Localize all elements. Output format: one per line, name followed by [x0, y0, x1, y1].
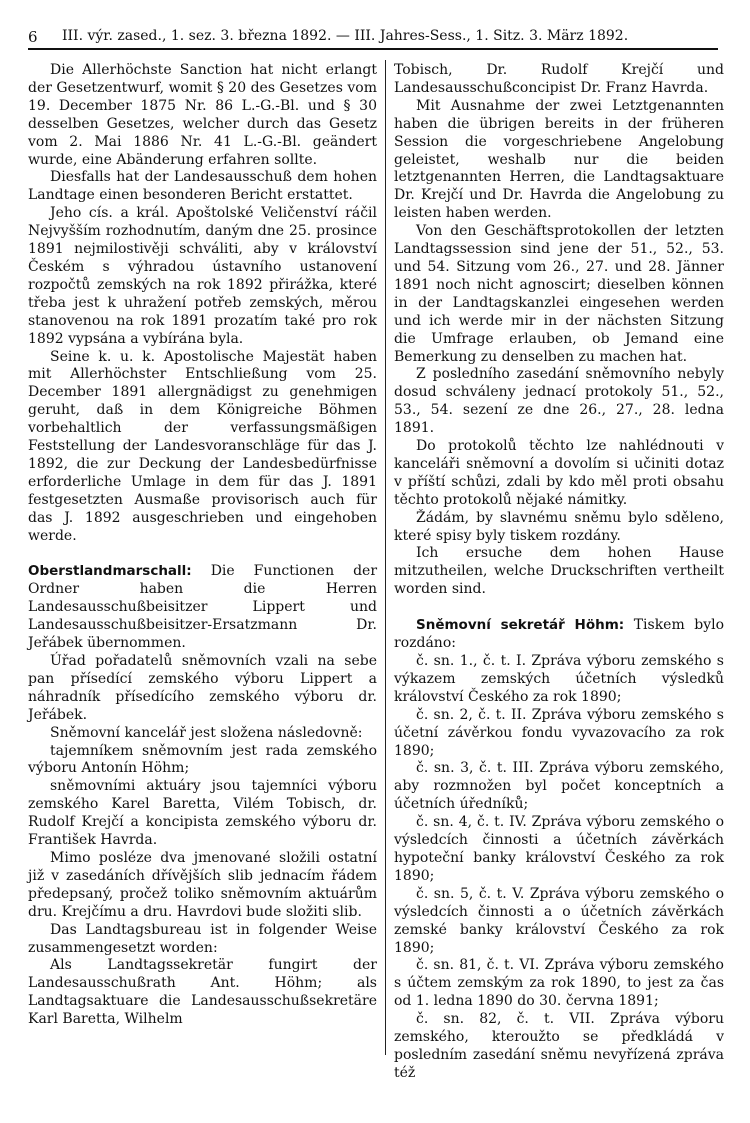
- speaker-name: Oberstlandmarschall:: [28, 563, 192, 580]
- paragraph: Von den Geschäftsprotokollen der letzten Landtagssession sind jene der 51., 52., 53. und 54. Sitzung vom 26., 27. und 28. Jänner 1891 noch nicht agnoscirt; dieselben können in der Landtagskanzlei eingesehen werden und ich werde mir in der nächsten Sitzung die Umfrage erlauben, ob Jemand eine Bemerkung zu denselben zu machen hat.: [394, 223, 724, 365]
- list-item: č. sn. 1., č. t. I. Zpráva výboru zemského s výkazem zemských účetních výsledků království Českého za rok 1890;: [394, 653, 724, 705]
- column-divider: [385, 60, 386, 1055]
- speaker-paragraph: [394, 617, 724, 653]
- list-item: č. sn. 82, č. t. VII. Zpráva výboru zemského, kteroužto se předkládá v posledním zasedání sněmu nevyřízená zpráva též: [394, 1011, 724, 1081]
- paragraph: Do protokolů těchto lze nahlédnouti v kanceláři sněmovní a dovolím si učiniti dotaz v příští schůzi, zdali by kdo měl proti obsahu těchto protokolů nějaké námitky.: [394, 438, 724, 508]
- paragraph: tajemníkem sněmovním jest rada zemského výboru Antonín Höhm;: [28, 742, 377, 777]
- paragraph: Diesfalls hat der Landesausschuß dem hohen Landtage einen besonderen Bericht erstattet.: [28, 169, 377, 204]
- paragraph: Die Allerhöchste Sanction hat nicht erlangt der Gesetzentwurf, womit § 20 des Gesetzes vom 19. December 1875 Nr. 86 L.-G.-Bl. und § 30 desselben Gesetzes, welcher durch das Gesetz vom 2. Mai 1886 Nr. 41 L.-G.-Bl. geändert wurde, eine Abänderung erfahren sollte.: [28, 62, 377, 168]
- paragraph: Sněmovní kancelář jest složena následovně:: [50, 724, 363, 741]
- left-column: [28, 62, 377, 1029]
- speaker-text: Tiskem bylo rozdáno:: [394, 617, 725, 652]
- page-number: 6: [28, 28, 38, 46]
- list-item: č. sn. 4, č. t. IV. Zpráva výboru zemského o výsledcích činnosti a účetních závěrkách hypoteční banky království Českého za rok 1890;: [394, 814, 724, 884]
- paragraph: Ich ersuche dem hohen Hause mitzutheilen, welche Druckschriften vertheilt worden sind.: [394, 545, 724, 598]
- paragraph: Tobisch, Dr. Rudolf Krejčí und Landesausschußconcipist Dr. Franz Havrda.: [394, 62, 724, 96]
- speaker-text: Die Functionen der Ordner haben die Herren Landesausschußbeisitzer Lippert und Landesausschußbeisitzer-Ersatzmann Dr. Jeřábek übernommen.: [28, 563, 378, 652]
- list-item: č. sn. 3, č. t. III. Zpráva výboru zemského, aby rozmnožen byl počet konceptních a účetních úředníků;: [394, 760, 724, 813]
- running-title: III. výr. zased., 1. sez. 3. března 1892. — III. Jahres-Sess., 1. Sitz. 3. März 1892.: [62, 28, 629, 44]
- paragraph: Mit Ausnahme der zwei Letztgenannten haben die übrigen bereits in der früheren Session die vorgeschriebene Angelobung geleistet, weshalb nur die beiden letztgenannten Herren, die Landtagsaktuare Dr. Krejčí und Dr. Havrda die Angelobung zu leisten haben werden.: [394, 97, 724, 222]
- page-header: [28, 28, 718, 50]
- paragraph: sněmovními aktuáry jsou tajemníci výboru zemského Karel Baretta, Vilém Tobisch, dr. Rudolf Krejčí a koncipista zemského výboru dr. František Havrda.: [28, 778, 377, 849]
- speaker-paragraph: [28, 563, 377, 653]
- paragraph: Žádám, by slavnému sněmu bylo sděleno, které spisy byly tiskem rozdány.: [394, 509, 724, 544]
- paragraph: Jeho cís. a král. Apoštolské Veličenství ráčil Nejvyšším rozhodnutím, daným dne 25. prosince 1891 nejmilostivěji schváliti, aby v království Českém s výhradou ústavního ustanovení rozpočtů zemských na rok 1892 přirážka, které třeba jest k uhražení potřeb zemských, měrou stanovenou na rok 1891 prozatím také pro rok 1892 vypsána a vybírána byla.: [28, 205, 377, 347]
- paragraph: Als Landtagssekretär fungirt der Landesausschußrath Ant. Höhm; als Landtagsaktuare die Landesausschußsekretäre Karl Baretta, Wilhelm: [28, 957, 377, 1028]
- list-item: č. sn. 2, č. t. II. Zpráva výboru zemského s účetní závěrkou fondu vyvazovacího za rok 1890;: [394, 706, 724, 759]
- paragraph: Mimo posléze dva jmenované složili ostatní již v zasedáních dřívějších slib jednacím řádem předepsaný, pročež toliko sněmovním aktuárům dru. Krejčímu a dru. Havrdovi bude složiti slib.: [28, 849, 377, 920]
- paragraph: Seine k. u. k. Apostolische Majestät haben mit Allerhöchster Entschließung vom 25. December 1891 allergnädigst zu genehmigen geruht, daß in dem Königreiche Böhmen vorbehaltlich der verfassungsmäßigen Feststellung der Landesvoranschläge für das J. 1892, die zur Deckung der Landesbedürfnisse erforderliche Umlage in dem für das J. 1891 festgesetzten Ausmaße provisorisch auch für das J. 1892 ausgeschrieben und eingehoben werde.: [28, 348, 377, 544]
- paragraph: Das Landtagsbureau ist in folgender Weise zusammengesetzt worden:: [28, 921, 377, 956]
- paragraph: Z posledního zasedání sněmovního nebyly dosud schváleny jednací protokoly 51., 52., 53., 54. sezení ze dne 26., 27., 28. ledna 1891.: [394, 366, 724, 437]
- right-column: [394, 62, 724, 1083]
- list-item: č. sn. 5, č. t. V. Zpráva výboru zemského o výsledcích činnosti a o účetních závěrkách zemské banky království Českého za rok 1890;: [394, 885, 724, 956]
- paragraph: Úřad pořadatelů sněmovních vzali na sebe pan přísedící zemského výboru Lippert a náhradník přísedícího zemského výboru dr. Jeřábek.: [28, 653, 377, 723]
- list-item: č. sn. 81, č. t. VI. Zpráva výboru zemského s účtem zemským za rok 1890, to jest za čas od 1. ledna 1890 do 30. června 1891;: [394, 957, 724, 1010]
- speaker-name: Sněmovní sekretář Höhm:: [416, 617, 625, 634]
